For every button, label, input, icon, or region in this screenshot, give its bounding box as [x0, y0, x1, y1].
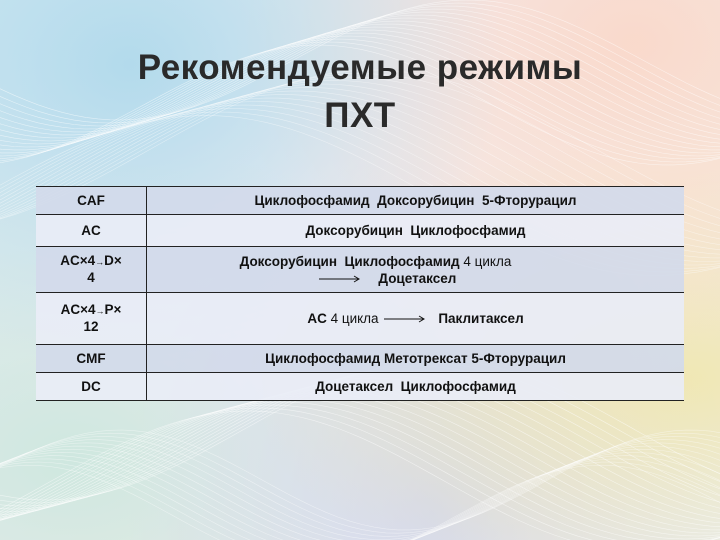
cycle-count: 4 цикла: [326, 311, 379, 326]
regimen-drugs: [147, 247, 685, 293]
regimen-drugs: Циклофосфамид Доксорубицин 5-Фторурацил: [254, 193, 577, 208]
regimen-code-part: 12: [83, 319, 99, 334]
regimen-code-part: AC×4: [60, 253, 96, 268]
regimen-code: [36, 247, 147, 293]
regimen-code-part: P×: [104, 302, 122, 317]
table-row: [36, 345, 684, 373]
regimen-code-part: AC×4: [60, 302, 96, 317]
table-row: [36, 293, 684, 345]
slide-title-line-2: ПХТ: [324, 96, 396, 135]
arrow-icon: [384, 315, 426, 323]
regimen-code-part: D×: [104, 253, 122, 268]
slide-title-line-1: Рекомендуемые режимы: [137, 48, 583, 87]
regimen-drugs: Циклофосфамид Метотрексат 5-Фторурацил: [265, 351, 566, 366]
regimen-drugs: [147, 293, 685, 345]
regimen-drugs: Доцетаксел Циклофосфамид: [315, 379, 516, 394]
arrow-icon: →: [95, 306, 105, 316]
slide-title: [60, 44, 660, 140]
regimens-table: [36, 186, 684, 401]
regimen-drugs: Доксорубицин Циклофосфамид: [305, 223, 526, 238]
table-row: [36, 373, 684, 401]
drug-names: AC: [307, 311, 327, 326]
regimen-drugs-line: [147, 253, 604, 270]
regimen-code: CMF: [36, 345, 147, 373]
regimen-code: AC: [36, 215, 147, 247]
regimen-code: [36, 293, 147, 345]
regimen-code-part: 4: [87, 270, 95, 285]
arrow-icon: [319, 275, 361, 283]
regimen-code: DC: [36, 373, 147, 401]
drug-names: Доксорубицин Циклофосфамид: [239, 253, 460, 269]
drug-name: Паклитаксел: [438, 311, 524, 326]
arrow-icon: →: [95, 257, 105, 267]
drug-name: Доцетаксел: [378, 270, 457, 286]
cycle-count: 4 цикла: [459, 253, 512, 269]
regimen-drugs-line: [147, 270, 604, 287]
table-row: [36, 247, 684, 293]
table-row: [36, 187, 684, 215]
regimen-code: CAF: [36, 187, 147, 215]
table-row: [36, 215, 684, 247]
